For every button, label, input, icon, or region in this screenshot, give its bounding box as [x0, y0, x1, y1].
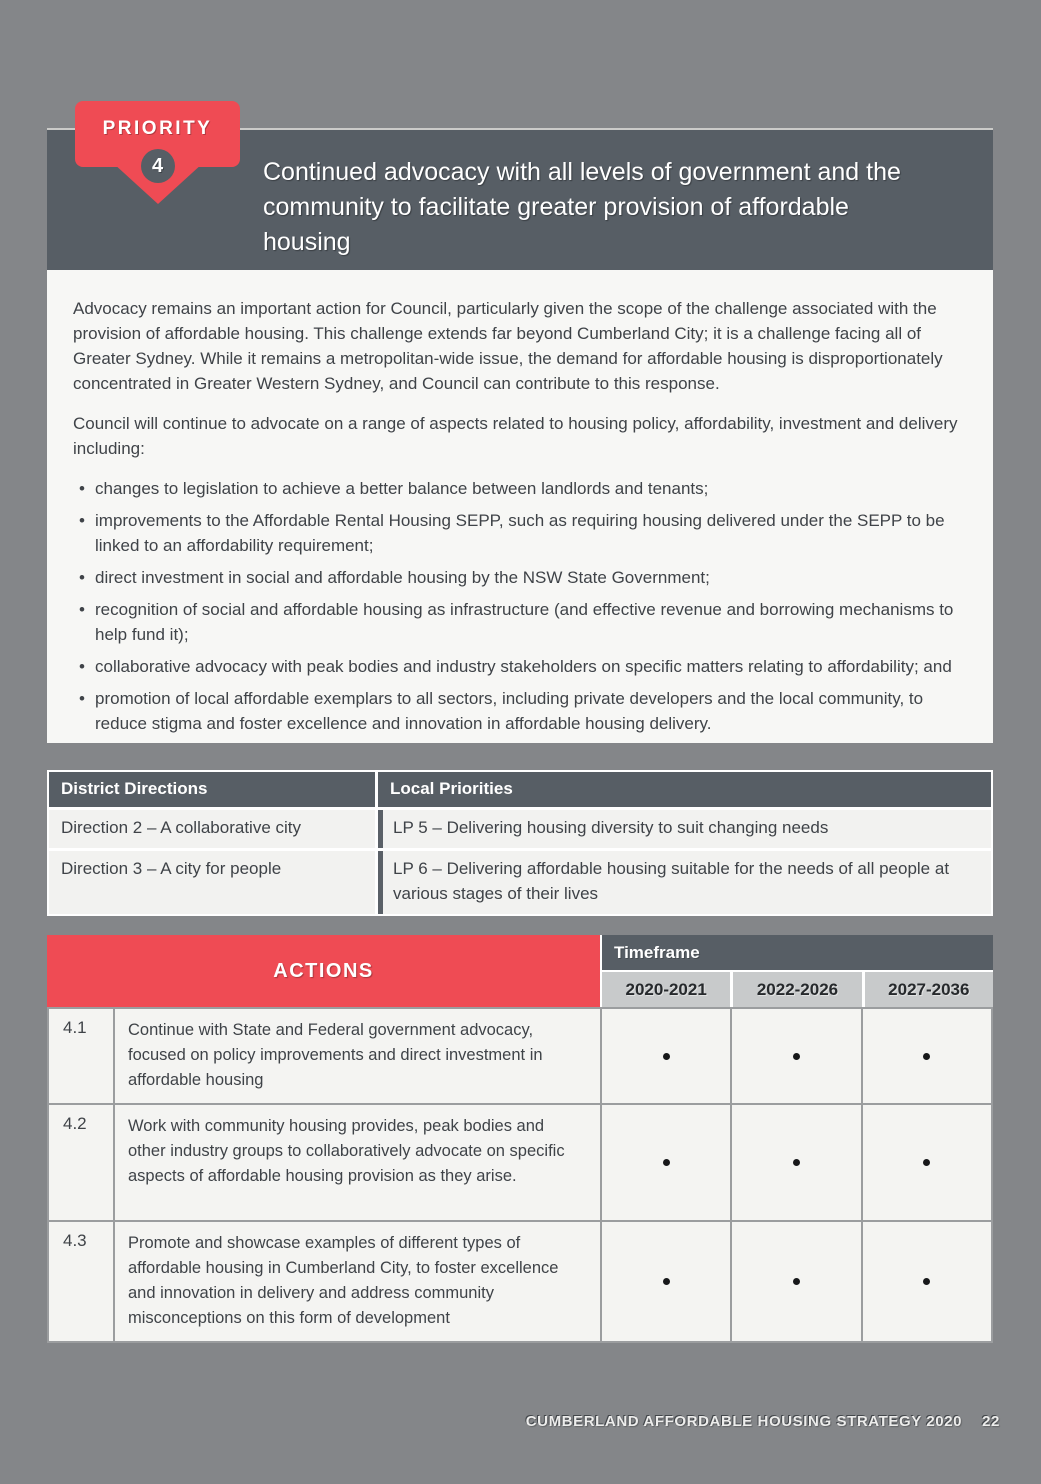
action-description: Promote and showcase examples of different types of affordable housing in Cumberland City, to foster excellence and innovation in delivery and address community misconceptions on this form of development [115, 1222, 600, 1341]
priority-label: PRIORITY [102, 118, 213, 139]
timeframe-dot [923, 1159, 930, 1166]
bullet-item: • collaborative advocacy with peak bodies and industry stakeholders on specific matters relating to affordability; and [73, 654, 965, 679]
page-title: Continued advocacy with all levels of government and the community to facilitate greater provision of affordable housing [263, 158, 901, 256]
timeframe-header-cell: Timeframe [602, 935, 993, 970]
bullet-item: • recognition of social and affordable housing as infrastructure (and effective revenue and borrowing mechanisms to help fund it); [73, 597, 965, 647]
timeframe-dot [663, 1159, 670, 1166]
timeframe-column-label: 2022-2026 [733, 972, 861, 1007]
timeframe-mark-cell [863, 1009, 991, 1103]
intro-paragraph: Advocacy remains an important action for Council, particularly given the scope of the challenge associated with the provision of affordable housing. This challenge extends far beyond Cumberland City; it is a challenge facing all of Greater Sydney. While it remains a metropolitan-wide issue, the demand for affordable housing is disproportionately concentrated in Greater Western Sydney, and Council can contribute to this response. [73, 299, 943, 393]
directions-table-header-local: Local Priorities [378, 772, 991, 807]
directions-table [47, 770, 993, 916]
action-description: Continue with State and Federal government advocacy, focused on policy improvements and direct investment in affordable housing [115, 1009, 600, 1103]
table-cell-direction: Direction 3 – A city for people [49, 851, 375, 914]
timeframe-mark-cell [732, 1105, 860, 1220]
timeframe-column-label: 2020-2021 [602, 972, 730, 1007]
timeframe-mark-cell [602, 1105, 730, 1220]
timeframe-dot [923, 1278, 930, 1285]
action-description: Work with community housing provides, peak bodies and other industry groups to collaboratively advocate on specific aspects of affordable housing provision as they arise. [115, 1105, 600, 1220]
actions-table [47, 935, 993, 1343]
timeframe-dot [663, 1278, 670, 1285]
priority-badge [75, 101, 240, 253]
table-cell-local-priority: LP 6 – Delivering affordable housing suitable for the needs of all people at various stages of their lives [378, 851, 991, 914]
bullet-item: • promotion of local affordable exemplars to all sectors, including private developers and the local community, to reduce stigma and foster excellence and innovation in affordable housing delivery. [73, 686, 965, 736]
timeframe-header-group [602, 935, 993, 1007]
directions-table-header-district: District Directions [49, 772, 375, 807]
action-id: 4.2 [49, 1105, 113, 1220]
timeframe-mark-cell [732, 1009, 860, 1103]
timeframe-column-label: 2027-2036 [865, 972, 993, 1007]
timeframe-mark-cell [602, 1222, 730, 1341]
table-cell-direction: Direction 2 – A collaborative city [49, 810, 375, 848]
advocacy-bullet-list [73, 476, 965, 736]
timeframe-dot [663, 1053, 670, 1060]
timeframe-dot [793, 1278, 800, 1285]
actions-table-header [47, 935, 993, 1007]
action-id: 4.3 [49, 1222, 113, 1341]
timeframe-dot [793, 1159, 800, 1166]
footer-page-number: 22 [982, 1413, 1000, 1430]
bullet-item: • direct investment in social and affordable housing by the NSW State Government; [73, 565, 965, 590]
priority-number: 4 [141, 149, 175, 183]
timeframe-mark-cell [863, 1222, 991, 1341]
intro-section [47, 270, 993, 743]
timeframe-mark-cell [863, 1105, 991, 1220]
timeframe-mark-cell [732, 1222, 860, 1341]
timeframe-year-row [602, 972, 993, 1007]
actions-header-cell: ACTIONS [47, 935, 600, 1007]
table-cell-local-priority: LP 5 – Delivering housing diversity to suit changing needs [378, 810, 991, 848]
actions-table-body [47, 1007, 993, 1343]
bullet-item: • changes to legislation to achieve a better balance between landlords and tenants; [73, 476, 965, 501]
footer-document-title: CUMBERLAND AFFORDABLE HOUSING STRATEGY 2020 [525, 1413, 963, 1430]
timeframe-dot [923, 1053, 930, 1060]
intro-paragraph: Council will continue to advocate on a range of aspects related to housing policy, affordability, investment and delivery including: [73, 414, 958, 458]
page-footer [526, 1413, 1000, 1430]
bullet-item: • improvements to the Affordable Rental Housing SEPP, such as requiring housing delivered under the SEPP to be linked to an affordability requirement; [73, 508, 965, 558]
timeframe-dot [793, 1053, 800, 1060]
timeframe-mark-cell [602, 1009, 730, 1103]
action-id: 4.1 [49, 1009, 113, 1103]
